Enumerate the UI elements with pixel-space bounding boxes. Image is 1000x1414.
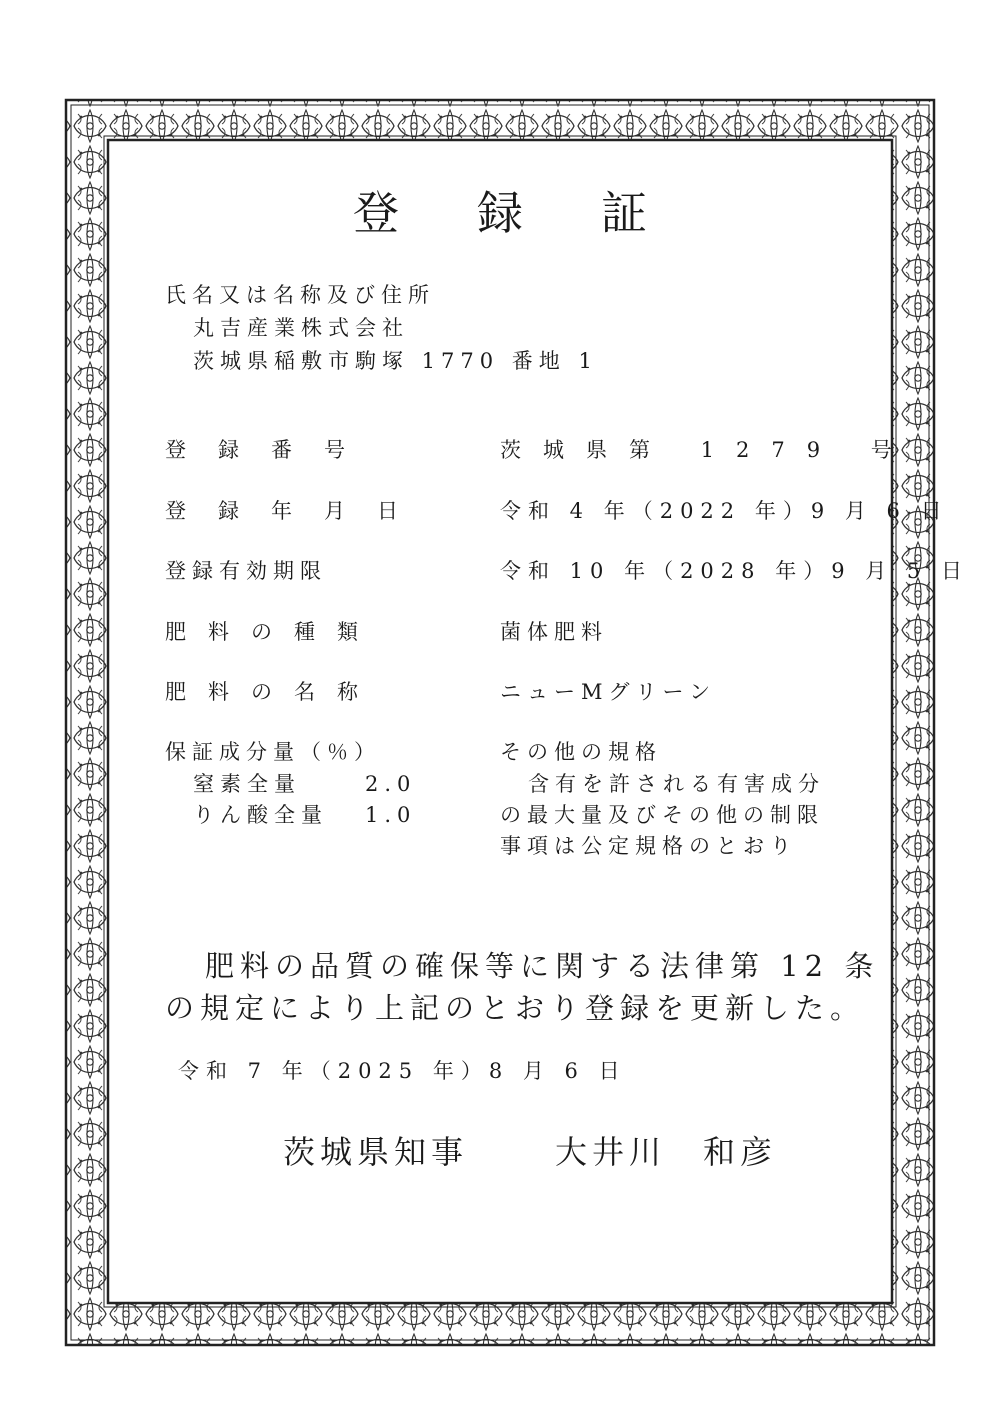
registration-date-label: 登録年月日: [165, 499, 430, 523]
other-specs-label: その他の規格: [500, 740, 662, 764]
component-value: 2.0: [365, 772, 417, 796]
registration-date-value: 令和 4 年（2022 年）9 月 6 日: [500, 499, 949, 523]
fertilizer-name-label: 肥料の名称: [165, 680, 380, 704]
component-value: 1.0: [365, 803, 417, 827]
applicant-address: 茨城県稲敷市駒塚 1770 番地 1: [193, 349, 598, 373]
component-name: 窒素全量: [193, 772, 301, 796]
other-specs-line: 含有を許される有害成分: [528, 772, 825, 796]
issuer-title: 茨城県知事: [283, 1133, 469, 1171]
fertilizer-type-label: 肥料の種類: [165, 620, 380, 644]
fertilizer-type-value: 菌体肥料: [500, 620, 608, 644]
issue-date: 令和 7 年（2025 年）8 月 6 日: [178, 1059, 627, 1083]
certificate-title: 登録証: [353, 186, 725, 240]
applicant-name: 丸吉産業株式会社: [193, 316, 409, 340]
validity-label: 登録有効期限: [165, 559, 327, 583]
component-name: りん酸全量: [193, 803, 328, 827]
registration-number-value: 茨城県第 1279 号: [500, 438, 914, 462]
registration-number-label: 登録番号: [165, 438, 377, 462]
fertilizer-name-value: ニューMグリーン: [500, 680, 717, 704]
validity-value: 令和 10 年（2028 年）9 月 5 日: [500, 559, 969, 583]
issuer-name: 大井川 和彦: [555, 1133, 778, 1171]
other-specs-line: 事項は公定規格のとおり: [500, 834, 797, 858]
applicant-label: 氏名又は名称及び住所: [165, 283, 435, 307]
other-specs-line: の最大量及びその他の制限: [500, 803, 824, 827]
declaration-line: の規定により上記のとおり登録を更新した。: [165, 991, 866, 1025]
declaration-line: 肥料の品質の確保等に関する法律第 12 条: [205, 949, 880, 983]
guaranteed-label: 保証成分量（％）: [165, 740, 381, 764]
